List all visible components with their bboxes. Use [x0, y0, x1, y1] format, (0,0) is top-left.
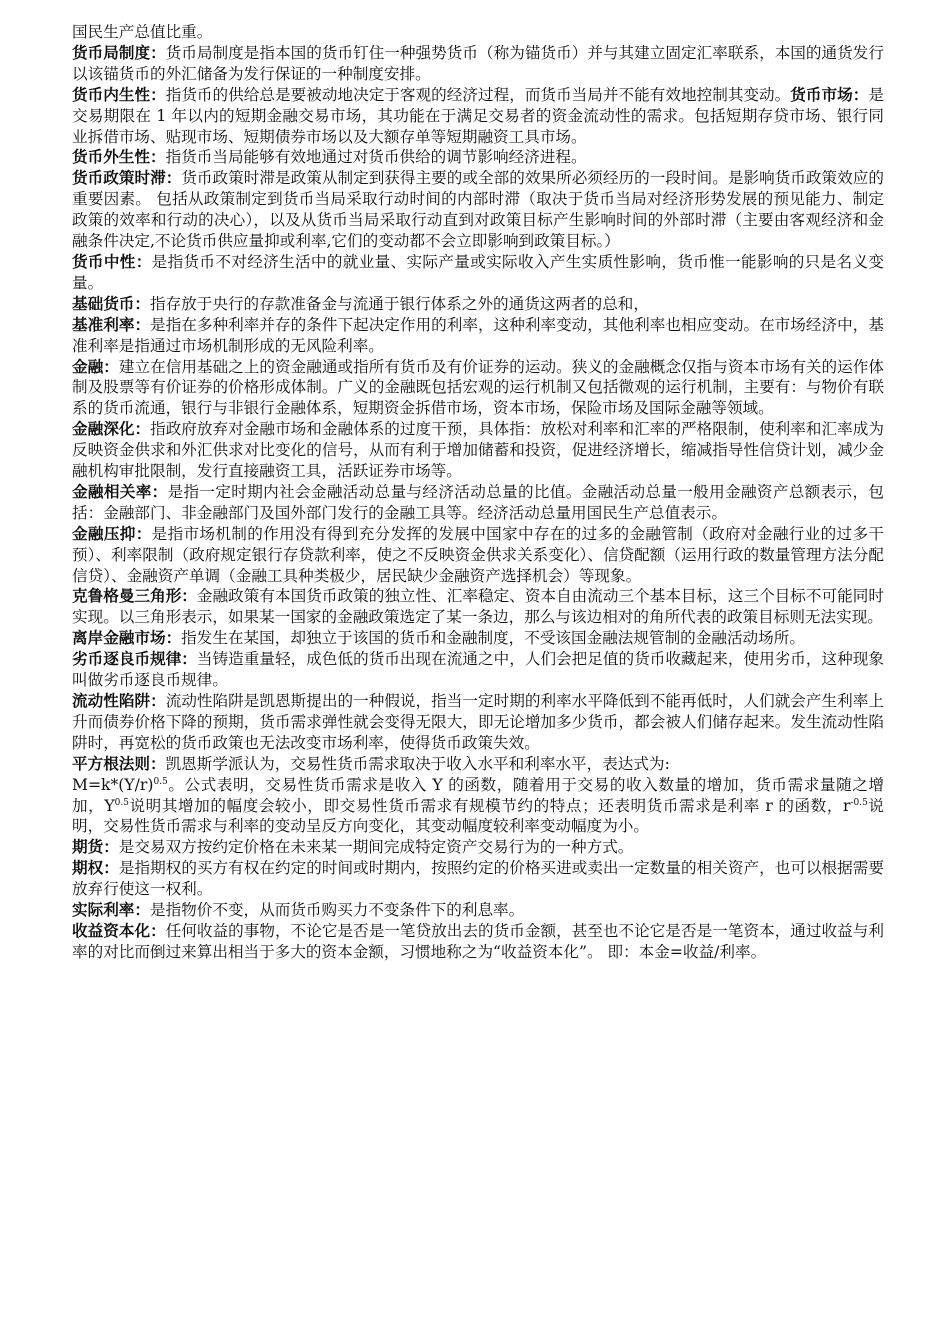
- term-definition: 当铸造重量轻，成色低的货币出现在流通之中，人们会把足值的货币收藏起来，使用劣币，这种现象叫做劣币逐良币规律。: [72, 650, 884, 690]
- term-label: 金融深化：: [72, 420, 151, 439]
- entry-greshams-law: [72, 649, 884, 691]
- term-label: 金融相关率：: [72, 482, 168, 501]
- term-definition: 指货币当局能够有效地通过对货币供给的调节影响经济进程。: [165, 148, 587, 167]
- term-label: 货币中性：: [72, 252, 152, 271]
- term-definition: 货币局制度是指本国的货币钉住一种强势货币（称为锚货币）并与其建立固定汇率联系，本国的通货发行以该锚货币的外汇储备为发行保证的一种制度安排。: [72, 43, 884, 83]
- term-label: 金融：: [72, 357, 119, 376]
- entry-base-money: [72, 294, 884, 315]
- term-definition: 指存放于央行的存款准备金与流通于银行体系之外的通货这两者的总和，: [149, 294, 649, 313]
- formula-exponent: -0.5: [850, 797, 868, 808]
- term-definition: 是指在多种利率并存的条件下起决定作用的利率，这种利率变动，其他利率也相应变动。在市场经济中，基准利率是指通过市场机制形成的无风险利率。: [72, 315, 884, 355]
- entry-square-root-rule: [72, 754, 884, 838]
- term-label: 离岸金融市场：: [72, 629, 182, 648]
- term-label: 货币内生性：: [72, 85, 166, 104]
- entry-money-exogeneity: [72, 147, 884, 168]
- term-label: 期货：: [72, 838, 119, 857]
- term-label: 金融压抑：: [72, 524, 152, 543]
- entry-money-neutrality: [72, 252, 884, 294]
- entry-offshore-market: [72, 628, 884, 649]
- term-definition: 任何收益的事物，不论它是否是一笔贷放出去的货币金额，甚至也不论它是否是一笔资本，通过收益与利率的对比而倒过来算出相当于多大的资本金额，习惯地称之为“收益资本化”。 即：本金=收益/利率。: [72, 921, 884, 961]
- term-definition: 是指期权的买方有权在约定的时间或时期内，按照约定的价格买进或卖出一定数量的相关资产，也可以根据需要放弃行使这一权利。: [72, 859, 884, 899]
- term-label: 实际利率：: [72, 901, 150, 920]
- entry-finance: [72, 357, 884, 420]
- term-label: 货币外生性：: [72, 148, 166, 167]
- term-label: 货币市场：: [790, 85, 869, 104]
- term-definition: 金融政策有本国货币政策的独立性、汇率稳定、资本自由流动三个基本目标，这三个目标不可能同时实现。以三角形表示，如果某一国家的金融政策选定了某一条边，那么与该边相对的角所代表的政策目标则无法实现。: [72, 587, 884, 627]
- term-label: 流动性陷阱：: [72, 692, 166, 710]
- entry-options: [72, 858, 884, 900]
- entry-futures: [72, 837, 884, 858]
- term-definition: 指货币的供给总是要被动地决定于客观的经济过程，而货币当局并不能有效地控制其变动。: [165, 85, 791, 104]
- term-label: 基础货币：: [72, 294, 150, 313]
- term-definition: 凯恩斯学派认为，交易性货币需求取决于收入水平和利率水平，表达式为:: [165, 754, 670, 773]
- intro-line: [72, 22, 884, 43]
- term-label: 货币政策时滞：: [72, 169, 182, 188]
- term-label: 收益资本化：: [72, 921, 166, 940]
- term-label: 基准利率：: [72, 315, 151, 334]
- formula-explanation: 。公式表明，交易性货币需求是收入 Y 的函数，随着用于交易的收入数量的增加，货币需求量随之增加，Y: [72, 775, 884, 815]
- entry-capitalization-of-income: [72, 921, 884, 963]
- term-label: 货币局制度：: [72, 43, 166, 62]
- term-definition: 是指物价不变，从而货币购买力不变条件下的利息率。: [149, 901, 525, 920]
- term-definition: 是指市场机制的作用没有得到充分发挥的发展中国家中存在的过多的金融管制（政府对金融行业的过多干预）、利率限制（政府规定银行存贷款利率，使之不反映资金供求关系变化）、信贷配额（运用行政的数量管理方法分配信贷）、金融资产单调（金融工具种类极少，居民缺少金融资产选择机会）等现象。: [72, 524, 884, 585]
- entry-financial-deepening: [72, 419, 884, 482]
- formula-exponent: 0.5: [153, 776, 168, 787]
- formula-main: M=k*(Y/r): [72, 775, 154, 794]
- term-label: 克鲁格曼三角形：: [72, 587, 197, 606]
- term-definition: 指发生在某国，却独立于该国的货币和金融制度，不受该国金融法规管制的金融活动场所。: [181, 629, 805, 648]
- term-definition: 建立在信用基础之上的资金融通或指所有货币及有价证券的运动。狭义的金融概念仅指与资本市场有关的运作体制及股票等有价证券的价格形成体制。广义的金融既包括宏观的运行机制又包括微观的运行机制，主要有：与物价有联系的货币流通，银行与非银行金融体系，短期资金拆借市场，资本市场，保险市场及国际金融等领域。: [72, 357, 884, 418]
- entry-real-interest-rate: [72, 900, 884, 921]
- term-label: 期权：: [72, 859, 119, 878]
- formula-exponent: 0.5: [114, 797, 129, 808]
- term-definition: 货币政策时滞是政策从制定到获得主要的或全部的效果所必须经历的一段时间。是影响货币政策效应的重要因素。 包括从政策制定到货币当局采取行动时间的内部时滞（取决于货币当局对经济形势发展的预见能力、制定政策的效率和行动的决心），以及从货币当局采取行动直到对政策目标产生影响时间的外部时滞（主要由客观经济和金融条件决定,不论货币供应量抑或利率,它们的变动都不会立即影响到政策目标。）: [72, 169, 884, 251]
- term-definition: 指政府放弃对金融市场和金融体系的过度干预，具体指：放松对利率和汇率的严格限制，使利率和汇率成为反映资金供求和外汇供求对比变化的信号，从而有利于增加储蓄和投资，促进经济增长，缩减指导性信贷计划，减少金融机构审批限制，发行直接融资工具，活跃证券市场等。: [72, 420, 884, 481]
- entry-financial-repression: [72, 524, 884, 587]
- entry-money-endogeneity: [72, 85, 884, 148]
- term-definition: 是交易双方按约定价格在未来某一期间完成特定资产交易行为的一种方式。: [118, 838, 634, 857]
- entry-krugman-triangle: [72, 586, 884, 628]
- term-definition: 是指货币不对经济生活中的就业量、实际产量或实际收入产生实质性影响，货币惟一能影响的只是名义变量。: [72, 252, 884, 292]
- term-label: 平方根法则：: [72, 754, 166, 773]
- formula-explanation: 说明，交易性货币需求与利率的变动呈反方向变化，其变动幅度较利率变动幅度为小。: [72, 796, 884, 836]
- term-definition: 是交易期限在 1 年以内的短期金融交易市场，其功能在于满足交易者的资金流动性的需求。包括短期存贷市场、银行同业拆借市场、贴现市场、短期债券市场以及大额存单等短期融资工具市场。: [72, 85, 884, 146]
- entry-benchmark-rate: [72, 315, 884, 357]
- entry-currency-board: [72, 43, 884, 85]
- intro-text: 国民生产总值比重。: [72, 23, 213, 41]
- formula-explanation: 说明其增加的幅度会较小，即交易性货币需求有规模节约的特点；还表明货币需求是利率 r 的函数，r: [128, 796, 851, 815]
- entry-liquidity-trap: [72, 691, 884, 754]
- term-definition: 是指一定时期内社会金融活动总量与经济活动总量的比值。金融活动总量一般用金融资产总额表示，包括：金融部门、非金融部门及国外部门发行的金融工具等。经济活动总量用国民生产总值表示。: [72, 482, 884, 522]
- term-definition: 流动性陷阱是凯恩斯提出的一种假说，指当一定时期的利率水平降低到不能再低时，人们就会产生利率上升而债券价格下降的预期，货币需求弹性就会变得无限大，即无论增加多少货币，都会被人们储存起来。发生流动性陷阱时，再宽松的货币政策也无法改变市场利率，使得货币政策失效。: [72, 692, 884, 752]
- term-label: 劣币逐良币规律：: [72, 650, 197, 669]
- document-page: [72, 22, 884, 963]
- entry-financial-interrelation-ratio: [72, 482, 884, 524]
- entry-policy-lag: [72, 168, 884, 252]
